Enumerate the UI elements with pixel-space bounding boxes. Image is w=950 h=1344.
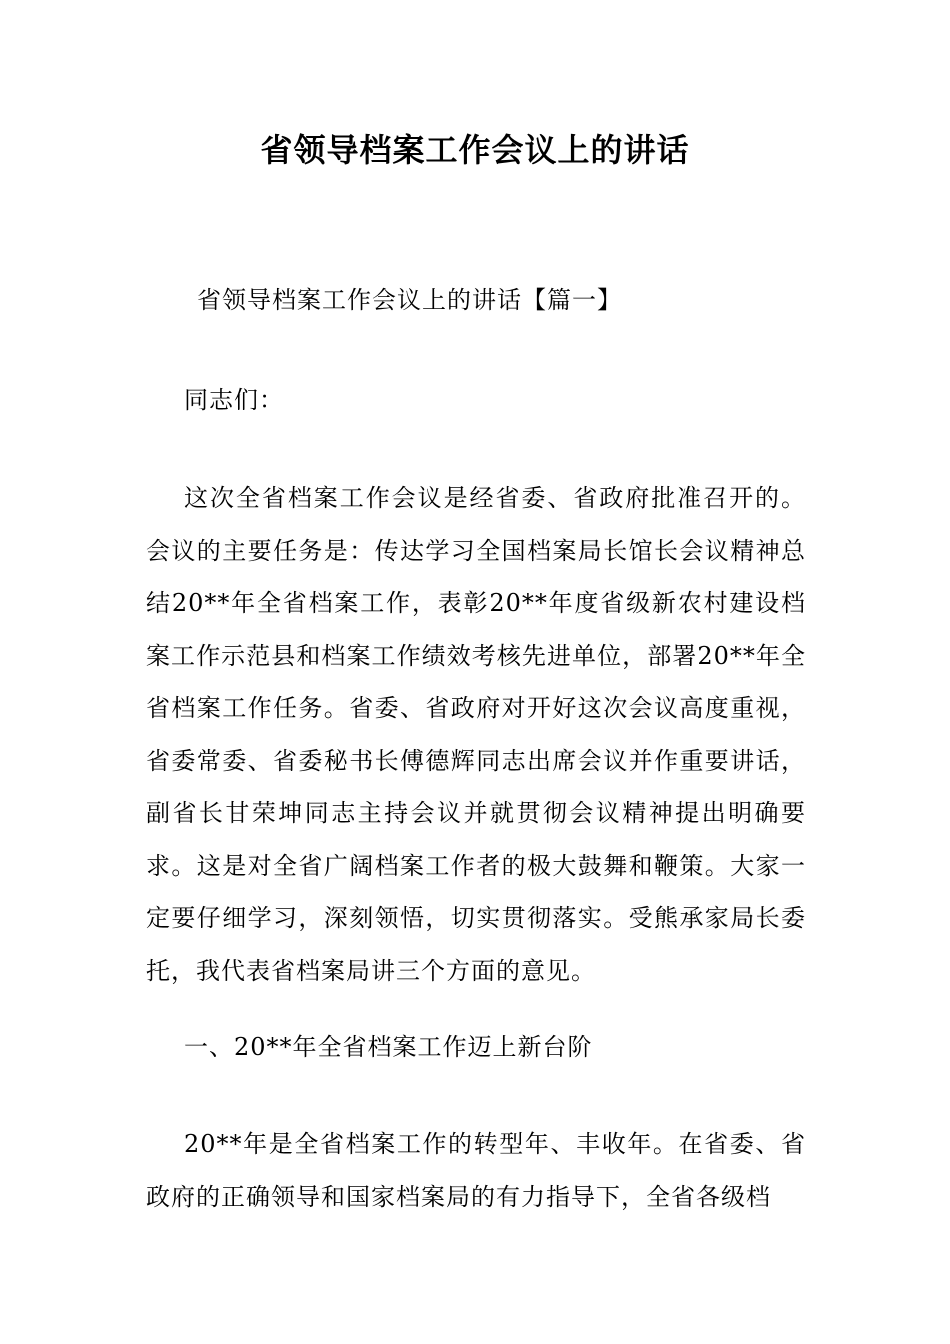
paragraph-2: 20**年是全省档案工作的转型年、丰收年。在省委、省政府的正确领导和国家档案局的有力指导下，全省各级档	[146, 1130, 806, 1211]
paragraph-1: 这次全省档案工作会议是经省委、省政府批准召开的。会议的主要任务是：传达学习全国档案局长馆长会议精神总结20**年全省档案工作，表彰20**年度省级新农村建设档案工作示范县和档案工作绩效考核先进单位，部署20**年全省档案工作任务。省委、省政府对开好这次会议高度重视，省委常委、省委秘书长傅德辉同志出席会议并作重要讲话，副省长甘荣坤同志主持会议并就贯彻会议精神提出明确要求。这是对全省广阔档案工作者的极大鼓舞和鞭策。大家一定要仔细学习，深刻领悟，切实贯彻落实。受熊承家局长委托，我代表省档案局讲三个方面的意见。	[146, 484, 806, 985]
section-subtitle: 省领导档案工作会议上的讲话【篇一】	[197, 286, 622, 314]
document-title: 省领导档案工作会议上的讲话	[260, 131, 690, 169]
section-heading-1: 一、20**年全省档案工作迈上新台阶	[184, 1033, 593, 1061]
salutation: 同志们：	[184, 386, 284, 414]
